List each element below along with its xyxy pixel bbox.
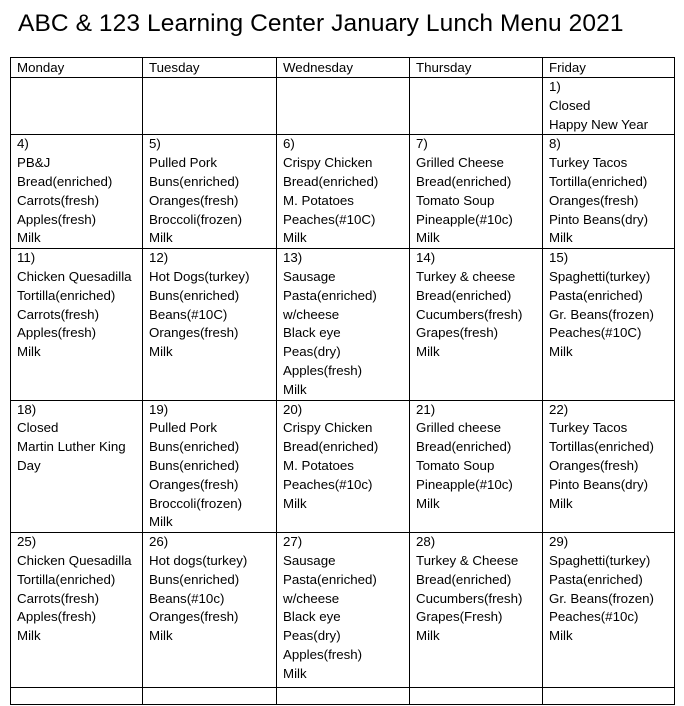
weekday-header-row (11, 58, 675, 78)
day-number: 11) (17, 250, 36, 266)
day-cell-wednesday (277, 533, 410, 688)
menu-item: Happy New Year (549, 116, 649, 132)
menu-item: Pasta(enriched) (549, 571, 643, 587)
menu-item: Turkey & cheese (416, 268, 516, 284)
day-cell-friday (543, 400, 675, 533)
menu-item: Buns(enriched) (149, 287, 240, 303)
menu-item: Milk (17, 230, 41, 246)
day-number: 15) (549, 250, 569, 266)
week-row (11, 135, 675, 249)
day-cell-friday (543, 78, 675, 135)
menu-item: Black eye (283, 325, 341, 341)
week-row (11, 249, 675, 400)
menu-item: w/cheese (283, 590, 340, 606)
menu-item: w/cheese (283, 306, 340, 322)
menu-item: Buns(enriched) (149, 571, 240, 587)
menu-item: Hot Dogs(turkey) (149, 268, 250, 284)
menu-item: Beans(#10c) (149, 590, 225, 606)
menu-item: Milk (549, 230, 573, 246)
day-cell-friday (543, 249, 675, 400)
menu-item: Spaghetti(turkey) (549, 552, 651, 568)
day-cell-monday (11, 78, 143, 135)
day-cell-tuesday (143, 533, 277, 688)
lunch-menu-table (10, 57, 675, 705)
day-cell-friday (543, 533, 675, 688)
menu-item: Buns(enriched) (149, 457, 240, 473)
menu-item: Peas(dry) (283, 628, 341, 644)
menu-item: Gr. Beans(frozen) (549, 306, 654, 322)
day-cell-friday (543, 688, 675, 705)
menu-item: Apples(fresh) (17, 609, 97, 625)
menu-item: Beans(#10C) (149, 306, 228, 322)
day-cell-thursday (410, 135, 543, 249)
day-number: 22) (549, 401, 569, 417)
menu-item: Turkey Tacos (549, 155, 628, 171)
day-cell-tuesday (143, 249, 277, 400)
menu-item: Milk (416, 495, 440, 511)
menu-item: Milk (283, 381, 307, 397)
day-number: 7) (416, 136, 428, 152)
menu-item: Milk (416, 628, 440, 644)
day-cell-thursday (410, 78, 543, 135)
menu-item: Oranges(fresh) (149, 609, 239, 625)
menu-item: Buns(enriched) (149, 439, 240, 455)
menu-item: Pinto Beans(dry) (549, 476, 649, 492)
weekday-header-thursday: Thursday (410, 58, 543, 78)
menu-item: Milk (283, 230, 307, 246)
menu-weeks (11, 78, 675, 705)
menu-item: Tomato Soup (416, 457, 495, 473)
menu-item: Milk (549, 344, 573, 360)
menu-item: Pineapple(#10c) (416, 476, 513, 492)
menu-item: Milk (149, 344, 173, 360)
day-number: 18) (17, 401, 37, 417)
menu-item: Carrots(fresh) (17, 306, 100, 322)
menu-item: M. Potatoes (283, 192, 354, 208)
day-cell-thursday (410, 688, 543, 705)
day-number: 27) (283, 534, 303, 550)
menu-item: Oranges(fresh) (549, 457, 639, 473)
menu-item: Tortilla(enriched) (17, 571, 116, 587)
menu-item: Carrots(fresh) (17, 192, 100, 208)
day-number: 1) (549, 79, 561, 94)
day-number: 20) (283, 401, 303, 417)
menu-item: Apples(fresh) (17, 211, 97, 227)
day-cell-wednesday (277, 400, 410, 533)
menu-item: Grilled cheese (416, 420, 501, 436)
day-cell-monday (11, 135, 143, 249)
menu-item: Pulled Pork (149, 155, 217, 171)
menu-item: Oranges(fresh) (149, 192, 239, 208)
menu-item: Pasta(enriched) (283, 571, 377, 587)
day-cell-tuesday (143, 78, 277, 135)
menu-item: Tomato Soup (416, 192, 495, 208)
day-number: 13) (283, 250, 303, 266)
day-cell-monday (11, 533, 143, 688)
menu-item: Grapes(Fresh) (416, 609, 503, 625)
day-cell-tuesday (143, 400, 277, 533)
day-number: 5) (149, 136, 161, 152)
weekday-header-wednesday: Wednesday (277, 58, 410, 78)
day-cell-wednesday (277, 688, 410, 705)
menu-item: Bread(enriched) (283, 439, 379, 455)
day-cell-wednesday (277, 249, 410, 400)
menu-item: Pasta(enriched) (549, 287, 643, 303)
day-cell-friday (543, 135, 675, 249)
menu-item: Bread(enriched) (17, 173, 113, 189)
day-number: 6) (283, 136, 295, 152)
menu-item: Peaches(#10c) (283, 476, 373, 492)
week-row (11, 78, 675, 135)
menu-item: Milk (549, 628, 573, 644)
menu-item: Oranges(fresh) (549, 192, 639, 208)
menu-item: Pasta(enriched) (283, 287, 377, 303)
day-cell-tuesday (143, 688, 277, 705)
menu-item: Milk (283, 665, 307, 681)
day-number: 29) (549, 534, 569, 550)
menu-item: Peaches(#10c) (549, 609, 639, 625)
menu-item: Turkey & Cheese (416, 552, 519, 568)
day-number: 19) (149, 401, 169, 417)
menu-item: Bread(enriched) (416, 173, 512, 189)
menu-item: Turkey Tacos (549, 420, 628, 436)
day-number: 14) (416, 250, 436, 266)
menu-item: Apples(fresh) (17, 325, 97, 341)
menu-item: Bread(enriched) (416, 287, 512, 303)
day-number: 26) (149, 534, 169, 550)
menu-item: Peaches(#10C) (549, 325, 642, 341)
menu-item: Day (17, 457, 41, 473)
menu-item: Chicken Quesadilla (17, 268, 132, 284)
menu-item: Sausage (283, 268, 336, 284)
menu-item: Cucumbers(fresh) (416, 306, 523, 322)
menu-item: Oranges(fresh) (149, 476, 239, 492)
menu-item: Martin Luther King (17, 439, 126, 455)
menu-item: Carrots(fresh) (17, 590, 100, 606)
menu-item: Pulled Pork (149, 420, 217, 436)
day-cell-monday (11, 249, 143, 400)
day-cell-thursday (410, 533, 543, 688)
week-row (11, 688, 675, 705)
day-cell-monday (11, 688, 143, 705)
week-row (11, 400, 675, 533)
weekday-header-tuesday: Tuesday (143, 58, 277, 78)
menu-item: Gr. Beans(frozen) (549, 590, 654, 606)
menu-item: Sausage (283, 552, 336, 568)
menu-item: Milk (283, 495, 307, 511)
weekday-header-friday: Friday (543, 58, 675, 78)
day-number: 28) (416, 534, 436, 550)
menu-item: Broccoli(frozen) (149, 211, 243, 227)
menu-item: Closed (549, 97, 591, 113)
day-cell-wednesday (277, 78, 410, 135)
menu-item: Tortilla(enriched) (549, 173, 648, 189)
menu-item: Milk (149, 514, 173, 530)
menu-item: Crispy Chicken (283, 155, 373, 171)
day-cell-thursday (410, 400, 543, 533)
menu-item: Chicken Quesadilla (17, 552, 132, 568)
menu-item: Peas(dry) (283, 344, 341, 360)
weekday-header-monday: Monday (11, 58, 143, 78)
menu-item: Hot dogs(turkey) (149, 552, 248, 568)
menu-item: Apples(fresh) (283, 362, 363, 378)
menu-item: Bread(enriched) (416, 439, 512, 455)
menu-item: Peaches(#10C) (283, 211, 376, 227)
menu-item: Tortilla(enriched) (17, 287, 116, 303)
menu-item: Milk (17, 344, 41, 360)
day-number: 8) (549, 136, 561, 152)
menu-item: Milk (17, 628, 41, 644)
menu-item: Milk (149, 230, 173, 246)
menu-item: Spaghetti(turkey) (549, 268, 651, 284)
menu-item: Grapes(fresh) (416, 325, 499, 341)
menu-item: Milk (416, 344, 440, 360)
day-number: 21) (416, 401, 436, 417)
menu-item: M. Potatoes (283, 457, 354, 473)
menu-item: PB&J (17, 155, 51, 171)
menu-item: Cucumbers(fresh) (416, 590, 523, 606)
week-row (11, 533, 675, 688)
menu-item: Crispy Chicken (283, 420, 373, 436)
menu-item: Apples(fresh) (283, 646, 363, 662)
menu-item: Milk (416, 230, 440, 246)
menu-item: Grilled Cheese (416, 155, 504, 171)
day-number: 4) (17, 136, 29, 152)
menu-item: Closed (17, 420, 59, 436)
menu-item: Bread(enriched) (283, 173, 379, 189)
day-cell-tuesday (143, 135, 277, 249)
menu-item: Milk (549, 495, 573, 511)
menu-item: Bread(enriched) (416, 571, 512, 587)
day-cell-thursday (410, 249, 543, 400)
menu-item: Broccoli(frozen) (149, 495, 243, 511)
menu-item: Pinto Beans(dry) (549, 211, 649, 227)
day-number: 12) (149, 250, 169, 266)
menu-item: Black eye (283, 609, 341, 625)
menu-item: Oranges(fresh) (149, 325, 239, 341)
day-number: 25) (17, 534, 37, 550)
menu-item: Buns(enriched) (149, 173, 240, 189)
day-cell-monday (11, 400, 143, 533)
menu-item: Tortillas(enriched) (549, 439, 654, 455)
day-cell-wednesday (277, 135, 410, 249)
menu-item: Pineapple(#10c) (416, 211, 513, 227)
menu-item: Milk (149, 628, 173, 644)
page-title: ABC & 123 Learning Center January Lunch Menu 2021 (18, 10, 624, 37)
